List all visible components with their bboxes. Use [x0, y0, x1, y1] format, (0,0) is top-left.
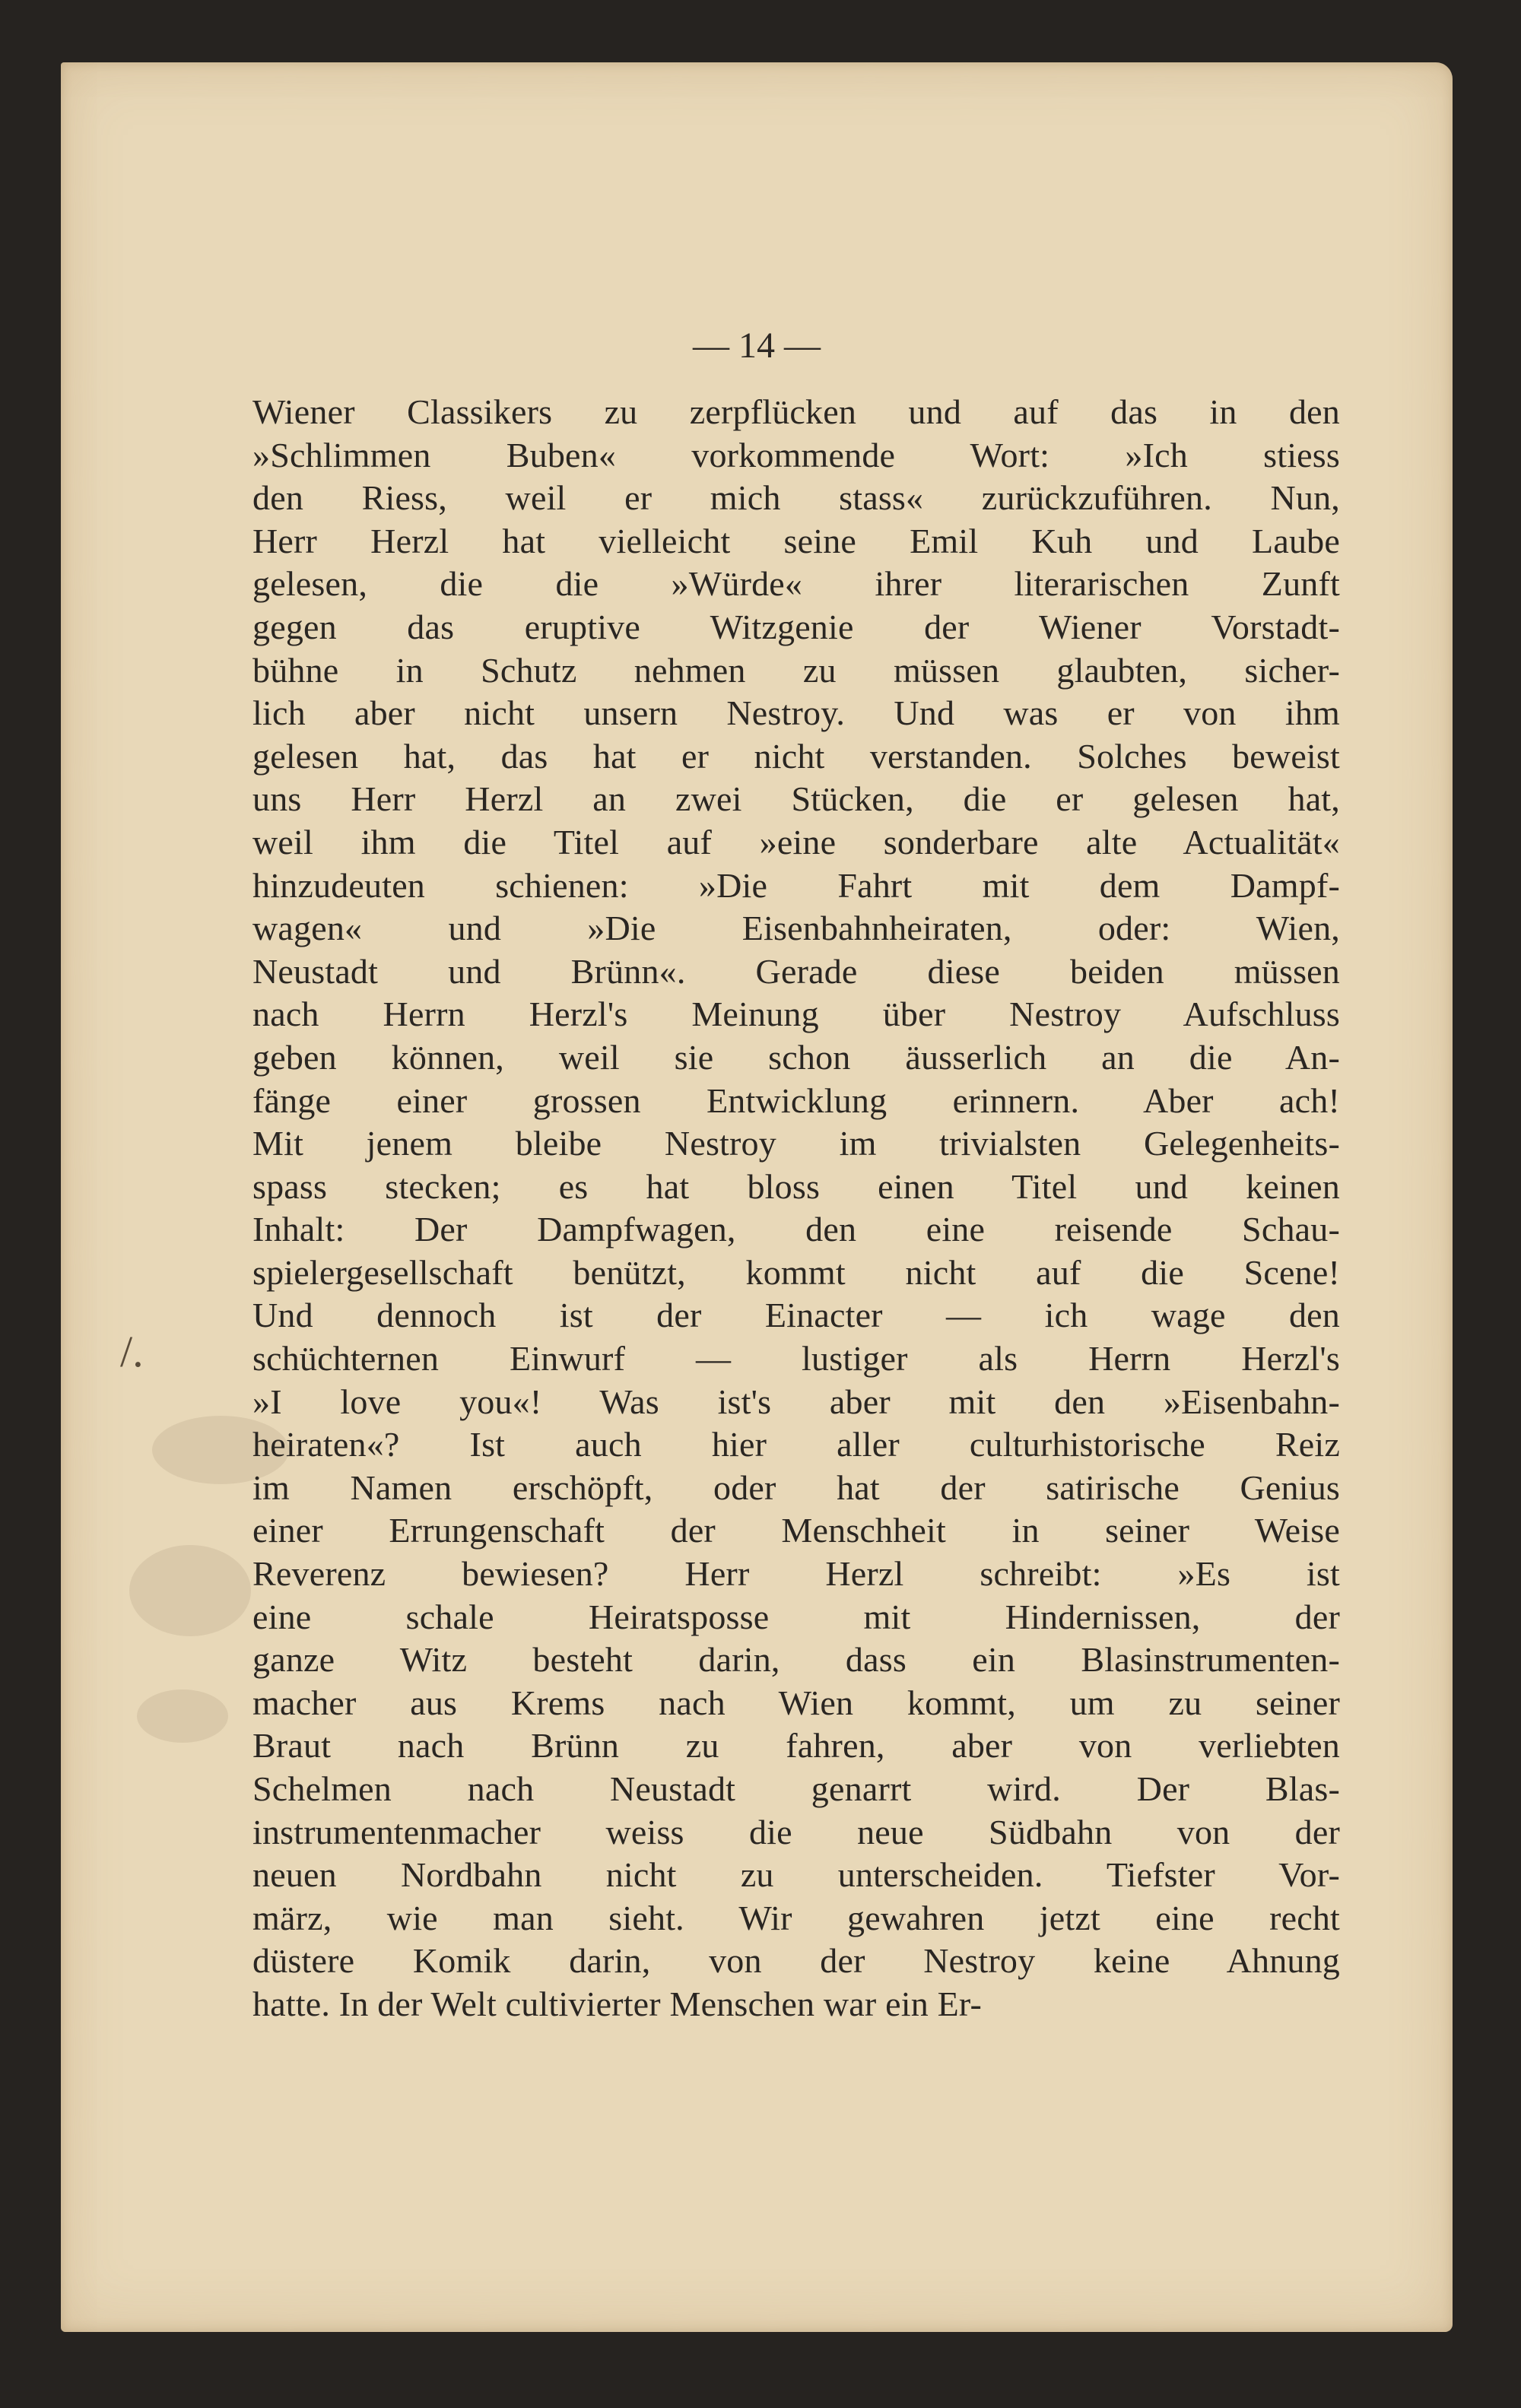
text-line: einer Errungenschaft der Menschheit in seiner Weise: [252, 1511, 1340, 1550]
text-line: spielergesellschaft benützt, kommt nicht auf die Scene!: [252, 1252, 1340, 1292]
book-page: [61, 62, 1453, 2332]
text-line: den Riess, weil er mich stass« zurückzuführen. Nun,: [252, 478, 1340, 518]
text-line: macher aus Krems nach Wien kommt, um zu seiner: [252, 1683, 1340, 1722]
text-line: spass stecken; es hat bloss einen Titel und keinen: [252, 1166, 1340, 1206]
text-line: uns Herr Herzl an zwei Stücken, die er gelesen hat,: [252, 779, 1340, 819]
text-line: Mit jenem bleibe Nestroy im trivialsten Gelegenheits-: [252, 1124, 1340, 1163]
text-line: gegen das eruptive Witzgenie der Wiener Vorstadt-: [252, 607, 1340, 646]
text-line: schüchternen Einwurf — lustiger als Herrn Herzl's: [252, 1339, 1340, 1378]
text-line: Reverenz bewiesen? Herr Herzl schreibt: »Es ist: [252, 1554, 1340, 1594]
text-line: bühne in Schutz nehmen zu müssen glaubten, sicher-: [252, 650, 1340, 690]
text-line: fänge einer grossen Entwicklung erinnern. Aber ach!: [252, 1080, 1340, 1120]
body-text: [252, 391, 1340, 2026]
text-line: Schelmen nach Neustadt genarrt wird. Der Blas-: [252, 1769, 1340, 1808]
text-line: heiraten«? Ist auch hier aller culturhistorische Reiz: [252, 1425, 1340, 1464]
text-line: Herr Herzl hat vielleicht seine Emil Kuh und Laube: [252, 521, 1340, 560]
text-line: im Namen erschöpft, oder hat der satirische Genius: [252, 1467, 1340, 1507]
paper-stain: [129, 1545, 251, 1636]
text-line: geben können, weil sie schon äusserlich an die An-: [252, 1037, 1340, 1077]
text-line: Wiener Classikers zu zerpflücken und auf das in den: [252, 392, 1340, 431]
text-line: instrumentenmacher weiss die neue Südbahn von der: [252, 1812, 1340, 1851]
text-line: »I love you«! Was ist's aber mit den »Eisenbahn-: [252, 1382, 1340, 1421]
text-line: eine schale Heiratsposse mit Hindernissen, der: [252, 1597, 1340, 1636]
text-line: ganze Witz besteht darin, dass ein Blasinstrumenten-: [252, 1640, 1340, 1680]
page-number: — 14 —: [693, 325, 821, 366]
text-line: lich aber nicht unsern Nestroy. Und was er von ihm: [252, 693, 1340, 733]
text-line: düstere Komik darin, von der Nestroy keine Ahnung: [252, 1941, 1340, 1981]
text-line: gelesen, die die »Würde« ihrer literarischen Zunft: [252, 564, 1340, 604]
text-line: hinzudeuten schienen: »Die Fahrt mit dem Dampf-: [252, 865, 1340, 905]
text-line: neuen Nordbahn nicht zu unterscheiden. Tiefster Vor-: [252, 1855, 1340, 1895]
margin-annotation-mark: /.: [120, 1327, 144, 1376]
text-line: hatte. In der Welt cultivierter Menschen war ein Er-: [252, 1984, 983, 2023]
text-line: wagen« und »Die Eisenbahnheiraten, oder: Wien,: [252, 909, 1340, 948]
text-line: Inhalt: Der Dampfwagen, den eine reisende Schau-: [252, 1210, 1340, 1249]
text-line: Neustadt und Brünn«. Gerade diese beiden müssen: [252, 951, 1340, 991]
text-line: Und dennoch ist der Einacter — ich wage den: [252, 1296, 1340, 1335]
text-line: weil ihm die Titel auf »eine sonderbare alte Actualität«: [252, 822, 1340, 861]
text-line: nach Herrn Herzl's Meinung über Nestroy Aufschluss: [252, 995, 1340, 1034]
text-line: Braut nach Brünn zu fahren, aber von verliebten: [252, 1726, 1340, 1766]
paper-stain: [137, 1689, 228, 1743]
text-line: märz, wie man sieht. Wir gewahren jetzt eine recht: [252, 1898, 1340, 1937]
text-line: »Schlimmen Buben« vorkommende Wort: »Ich stiess: [252, 435, 1340, 474]
text-line: gelesen hat, das hat er nicht verstanden. Solches beweist: [252, 736, 1340, 776]
